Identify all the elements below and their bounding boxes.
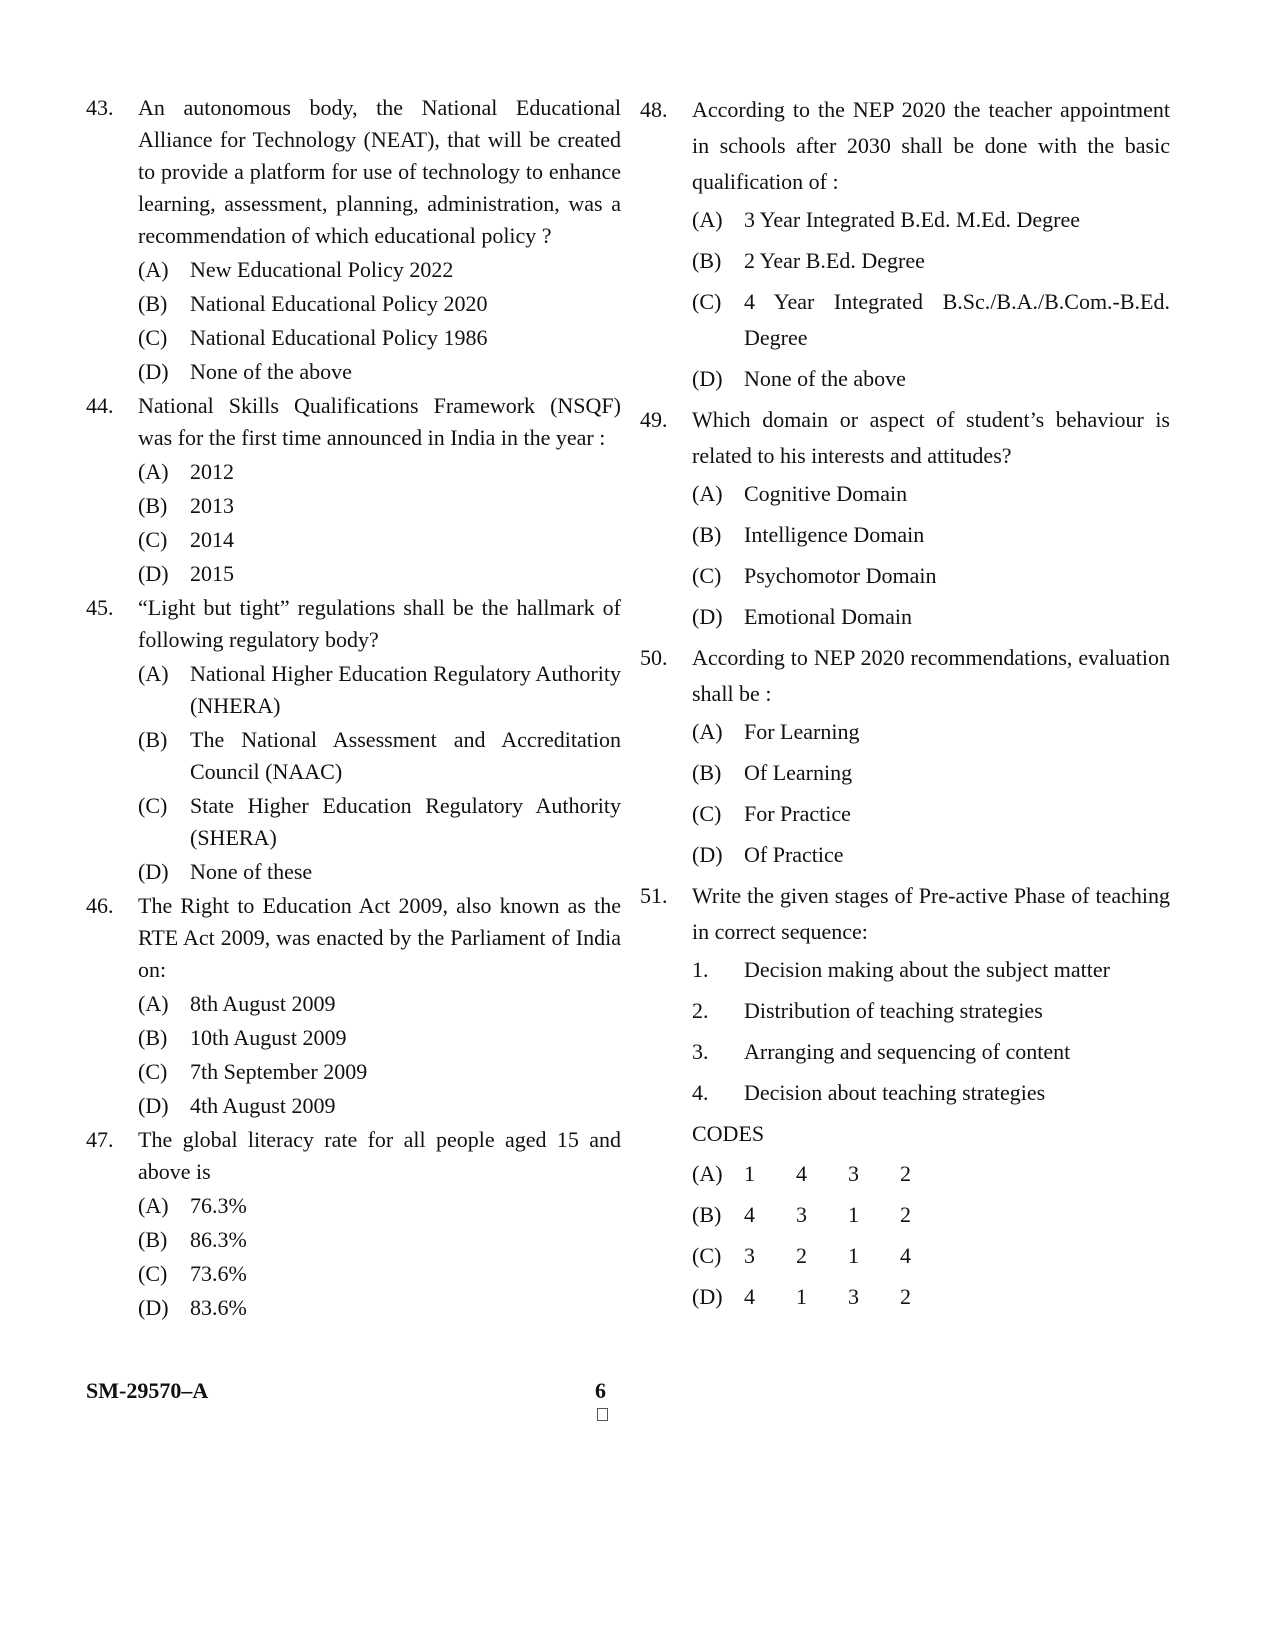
question-text: According to the NEP 2020 the teacher appointment in schools after 2030 shall be done with the basic qualification of : [692,97,1170,194]
paper-code: SM-29570–A [86,1378,209,1403]
option-text: National Educational Policy 1986 [190,325,488,350]
option-text: 2015 [190,561,234,586]
option-label: (D) [138,561,169,586]
option-label: (B) [138,727,168,752]
option-d [138,356,621,388]
question-number: 47. [86,1127,114,1152]
stage-3 [692,1034,1170,1070]
option-label: (A) [692,481,723,506]
stage-label: 2. [692,998,709,1023]
question-number: 43. [86,95,114,120]
question-text: An autonomous body, the National Educational Alliance for Technology (NEAT), that will be created to provide a platform for use of technology to enhance learning, assessment, planning, administration, was a recommendation of which educational policy ? [138,95,621,248]
question-number: 46. [86,893,114,918]
option-d [138,1090,621,1122]
option-label: (B) [692,248,722,273]
question-47 [86,1124,621,1324]
code-value: 2 [900,1161,911,1186]
code-value: 1 [848,1243,859,1268]
question-43 [86,92,621,388]
question-number: 51. [640,883,668,908]
option-text: For Learning [744,719,860,744]
option-text: 83.6% [190,1295,247,1320]
code-value: 4 [744,1202,755,1227]
code-value: 2 [796,1243,807,1268]
option-text: National Higher Education Regulatory Authority (NHERA) [190,661,621,718]
right-column [640,92,1170,1320]
question-number: 45. [86,595,114,620]
option-text: None of the above [190,359,352,384]
option-text: None of these [190,859,313,884]
option-c [138,1056,621,1088]
code-value: 1 [796,1284,807,1309]
code-row-b [692,1197,1170,1233]
option-a [138,1190,621,1222]
option-label: (C) [138,1261,168,1286]
option-label: (D) [138,359,169,384]
left-column [86,92,621,1326]
code-row-d [692,1279,1170,1315]
option-label: (C) [138,793,168,818]
question-48 [640,92,1170,397]
option-label: (A) [138,1193,169,1218]
option-label: (D) [692,604,723,629]
stage-label: 1. [692,957,709,982]
option-label: (A) [692,719,723,744]
option-label: (B) [692,522,722,547]
stage-1 [692,952,1170,988]
option-text: 73.6% [190,1261,247,1286]
option-label: (C) [138,527,168,552]
option-c [692,558,1170,594]
code-value: 2 [900,1202,911,1227]
option-b [138,1022,621,1054]
question-number: 50. [640,645,668,670]
option-c [138,524,621,556]
code-row-c [692,1238,1170,1274]
option-text: 4th August 2009 [190,1093,336,1118]
option-text: 4 Year Integrated B.Sc./B.A./B.Com.-B.Ed. Degree [744,289,1170,350]
option-text: Of Practice [744,842,844,867]
option-label: (A) [138,459,169,484]
stage-label: 4. [692,1080,709,1105]
question-text: According to NEP 2020 recommendations, evaluation shall be : [692,645,1170,706]
option-d [138,1292,621,1324]
codes-heading: CODES [692,1121,765,1146]
option-b [138,288,621,320]
option-text: State Higher Education Regulatory Authority (SHERA) [190,793,621,850]
code-value: 1 [848,1202,859,1227]
page-number: 6 [595,1378,606,1403]
option-c [692,796,1170,832]
option-b [138,490,621,522]
option-label: (A) [692,207,723,232]
option-text: 76.3% [190,1193,247,1218]
option-label: (D) [692,842,723,867]
option-text: For Practice [744,801,851,826]
option-label: (A) [138,257,169,282]
question-51 [640,878,1170,1315]
option-text: New Educational Policy 2022 [190,257,454,282]
stage-text: Decision making about the subject matter [744,957,1110,982]
option-d [138,558,621,590]
option-d [692,599,1170,635]
code-value: 3 [796,1202,807,1227]
option-text: 2013 [190,493,234,518]
code-value: 3 [848,1284,859,1309]
stage-text: Arranging and sequencing of content [744,1039,1071,1064]
option-label: (C) [138,325,168,350]
option-text: 7th September 2009 [190,1059,368,1084]
code-row-a [692,1156,1170,1192]
question-text: Write the given stages of Pre-active Phase of teaching in correct sequence: [692,883,1170,944]
option-label: (C) [692,801,722,826]
stage-2 [692,993,1170,1029]
option-text: 2012 [190,459,234,484]
option-label: (B) [138,1227,168,1252]
code-value: 3 [848,1161,859,1186]
option-a [138,254,621,286]
option-c [692,284,1170,356]
option-text: Psychomotor Domain [744,563,937,588]
option-text: Intelligence Domain [744,522,925,547]
code-value: 4 [900,1243,911,1268]
option-d [692,361,1170,397]
option-text: National Educational Policy 2020 [190,291,488,316]
code-label: (B) [692,1202,722,1227]
code-value: 2 [900,1284,911,1309]
question-44 [86,390,621,590]
option-d [138,856,621,888]
option-b [692,755,1170,791]
option-b [692,243,1170,279]
question-text: National Skills Qualifications Framework (NSQF) was for the first time announced in India in the year : [138,393,621,450]
code-value: 3 [744,1243,755,1268]
option-b [138,1224,621,1256]
option-text: 2 Year B.Ed. Degree [744,248,925,273]
option-label: (D) [138,1295,169,1320]
option-text: The National Assessment and Accreditation Council (NAAC) [190,727,621,784]
option-text: 10th August 2009 [190,1025,347,1050]
option-label: (B) [138,291,168,316]
code-label: (C) [692,1243,722,1268]
option-b [692,517,1170,553]
question-number: 48. [640,97,668,122]
option-a [138,658,621,722]
option-text: 86.3% [190,1227,247,1252]
question-number: 49. [640,407,668,432]
option-d [692,837,1170,873]
stage-label: 3. [692,1039,709,1064]
question-text: “Light but tight” regulations shall be the hallmark of following regulatory body? [138,595,621,652]
option-a [138,456,621,488]
option-label: (B) [692,760,722,785]
option-label: (A) [138,991,169,1016]
option-label: (D) [138,1093,169,1118]
question-text: The global literacy rate for all people aged 15 and above is [138,1127,621,1184]
option-label: (A) [138,661,169,686]
option-label: (C) [692,563,722,588]
question-number: 44. [86,393,114,418]
option-label: (B) [138,493,168,518]
stage-text: Decision about teaching strategies [744,1080,1046,1105]
option-label: (C) [692,289,722,314]
option-text: Emotional Domain [744,604,913,629]
question-45 [86,592,621,888]
option-a [692,476,1170,512]
question-text: Which domain or aspect of student’s behaviour is related to his interests and attitudes? [692,407,1170,468]
option-text: 3 Year Integrated B.Ed. M.Ed. Degree [744,207,1081,232]
code-value: 4 [796,1161,807,1186]
option-a [692,202,1170,238]
code-value: 1 [744,1161,755,1186]
option-text: Of Learning [744,760,853,785]
option-label: (D) [692,366,723,391]
code-label: (A) [692,1161,723,1186]
option-text: 2014 [190,527,234,552]
option-c [138,790,621,854]
code-label: (D) [692,1284,723,1309]
option-label: (B) [138,1025,168,1050]
option-c [138,1258,621,1290]
option-text: Cognitive Domain [744,481,908,506]
question-text: The Right to Education Act 2009, also known as the RTE Act 2009, was enacted by the Parliament of India on: [138,893,621,982]
option-label: (C) [138,1059,168,1084]
option-a [138,988,621,1020]
question-49 [640,402,1170,635]
option-a [692,714,1170,750]
square-mark-icon [597,1408,608,1421]
option-b [138,724,621,788]
stage-4 [692,1075,1170,1111]
option-c [138,322,621,354]
option-text: 8th August 2009 [190,991,336,1016]
question-50 [640,640,1170,873]
option-text: None of the above [744,366,906,391]
option-label: (D) [138,859,169,884]
question-46 [86,890,621,1122]
code-value: 4 [744,1284,755,1309]
stage-text: Distribution of teaching strategies [744,998,1043,1023]
